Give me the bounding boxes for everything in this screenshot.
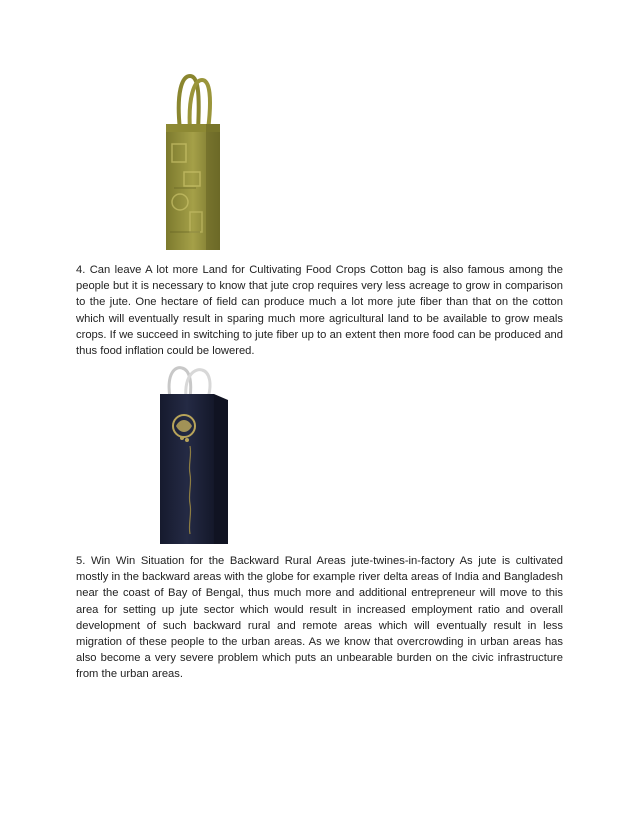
jute-bottle-bag-image — [160, 72, 228, 252]
paragraph-land-for-food-crops: 4. Can leave A lot more Land for Cultivating Food Crops Cotton bag is also famous among the people but it is necessary to know that jute crop requires very less acreage to grow in comparison to the jute. One hectare of field can produce much a lot more jute fiber than that on the cotton which will eventually result in sparing much more agricultural land to be available to grow meals crops. If we succeed in switching to jute fiber up to an extent then more food can be produced and thus food inflation could be lowered. — [76, 264, 563, 358]
gold-bag-illustration — [160, 72, 228, 252]
navy-bag-illustration — [156, 364, 236, 546]
paragraph-backward-rural-areas: 5. Win Win Situation for the Backward Rural Areas jute-twines-in-factory As jute is cultivated mostly in the backward areas with the globe for example river delta areas of India and Bangladesh near the coast of Bay of Bengal, thus much more and additional entrepreneur will move to this area for setting up jute sector which would result in increased employment ratio and overall development of such backward rural and remote areas which will eventually result in less migration of these people to the urban areas. As we know that overcrowding in urban areas has also become a very severe problem which puts an unbearable burden on the civic infrastructure from the urban areas. — [76, 555, 563, 681]
navy-bottle-bag-image — [156, 364, 236, 546]
